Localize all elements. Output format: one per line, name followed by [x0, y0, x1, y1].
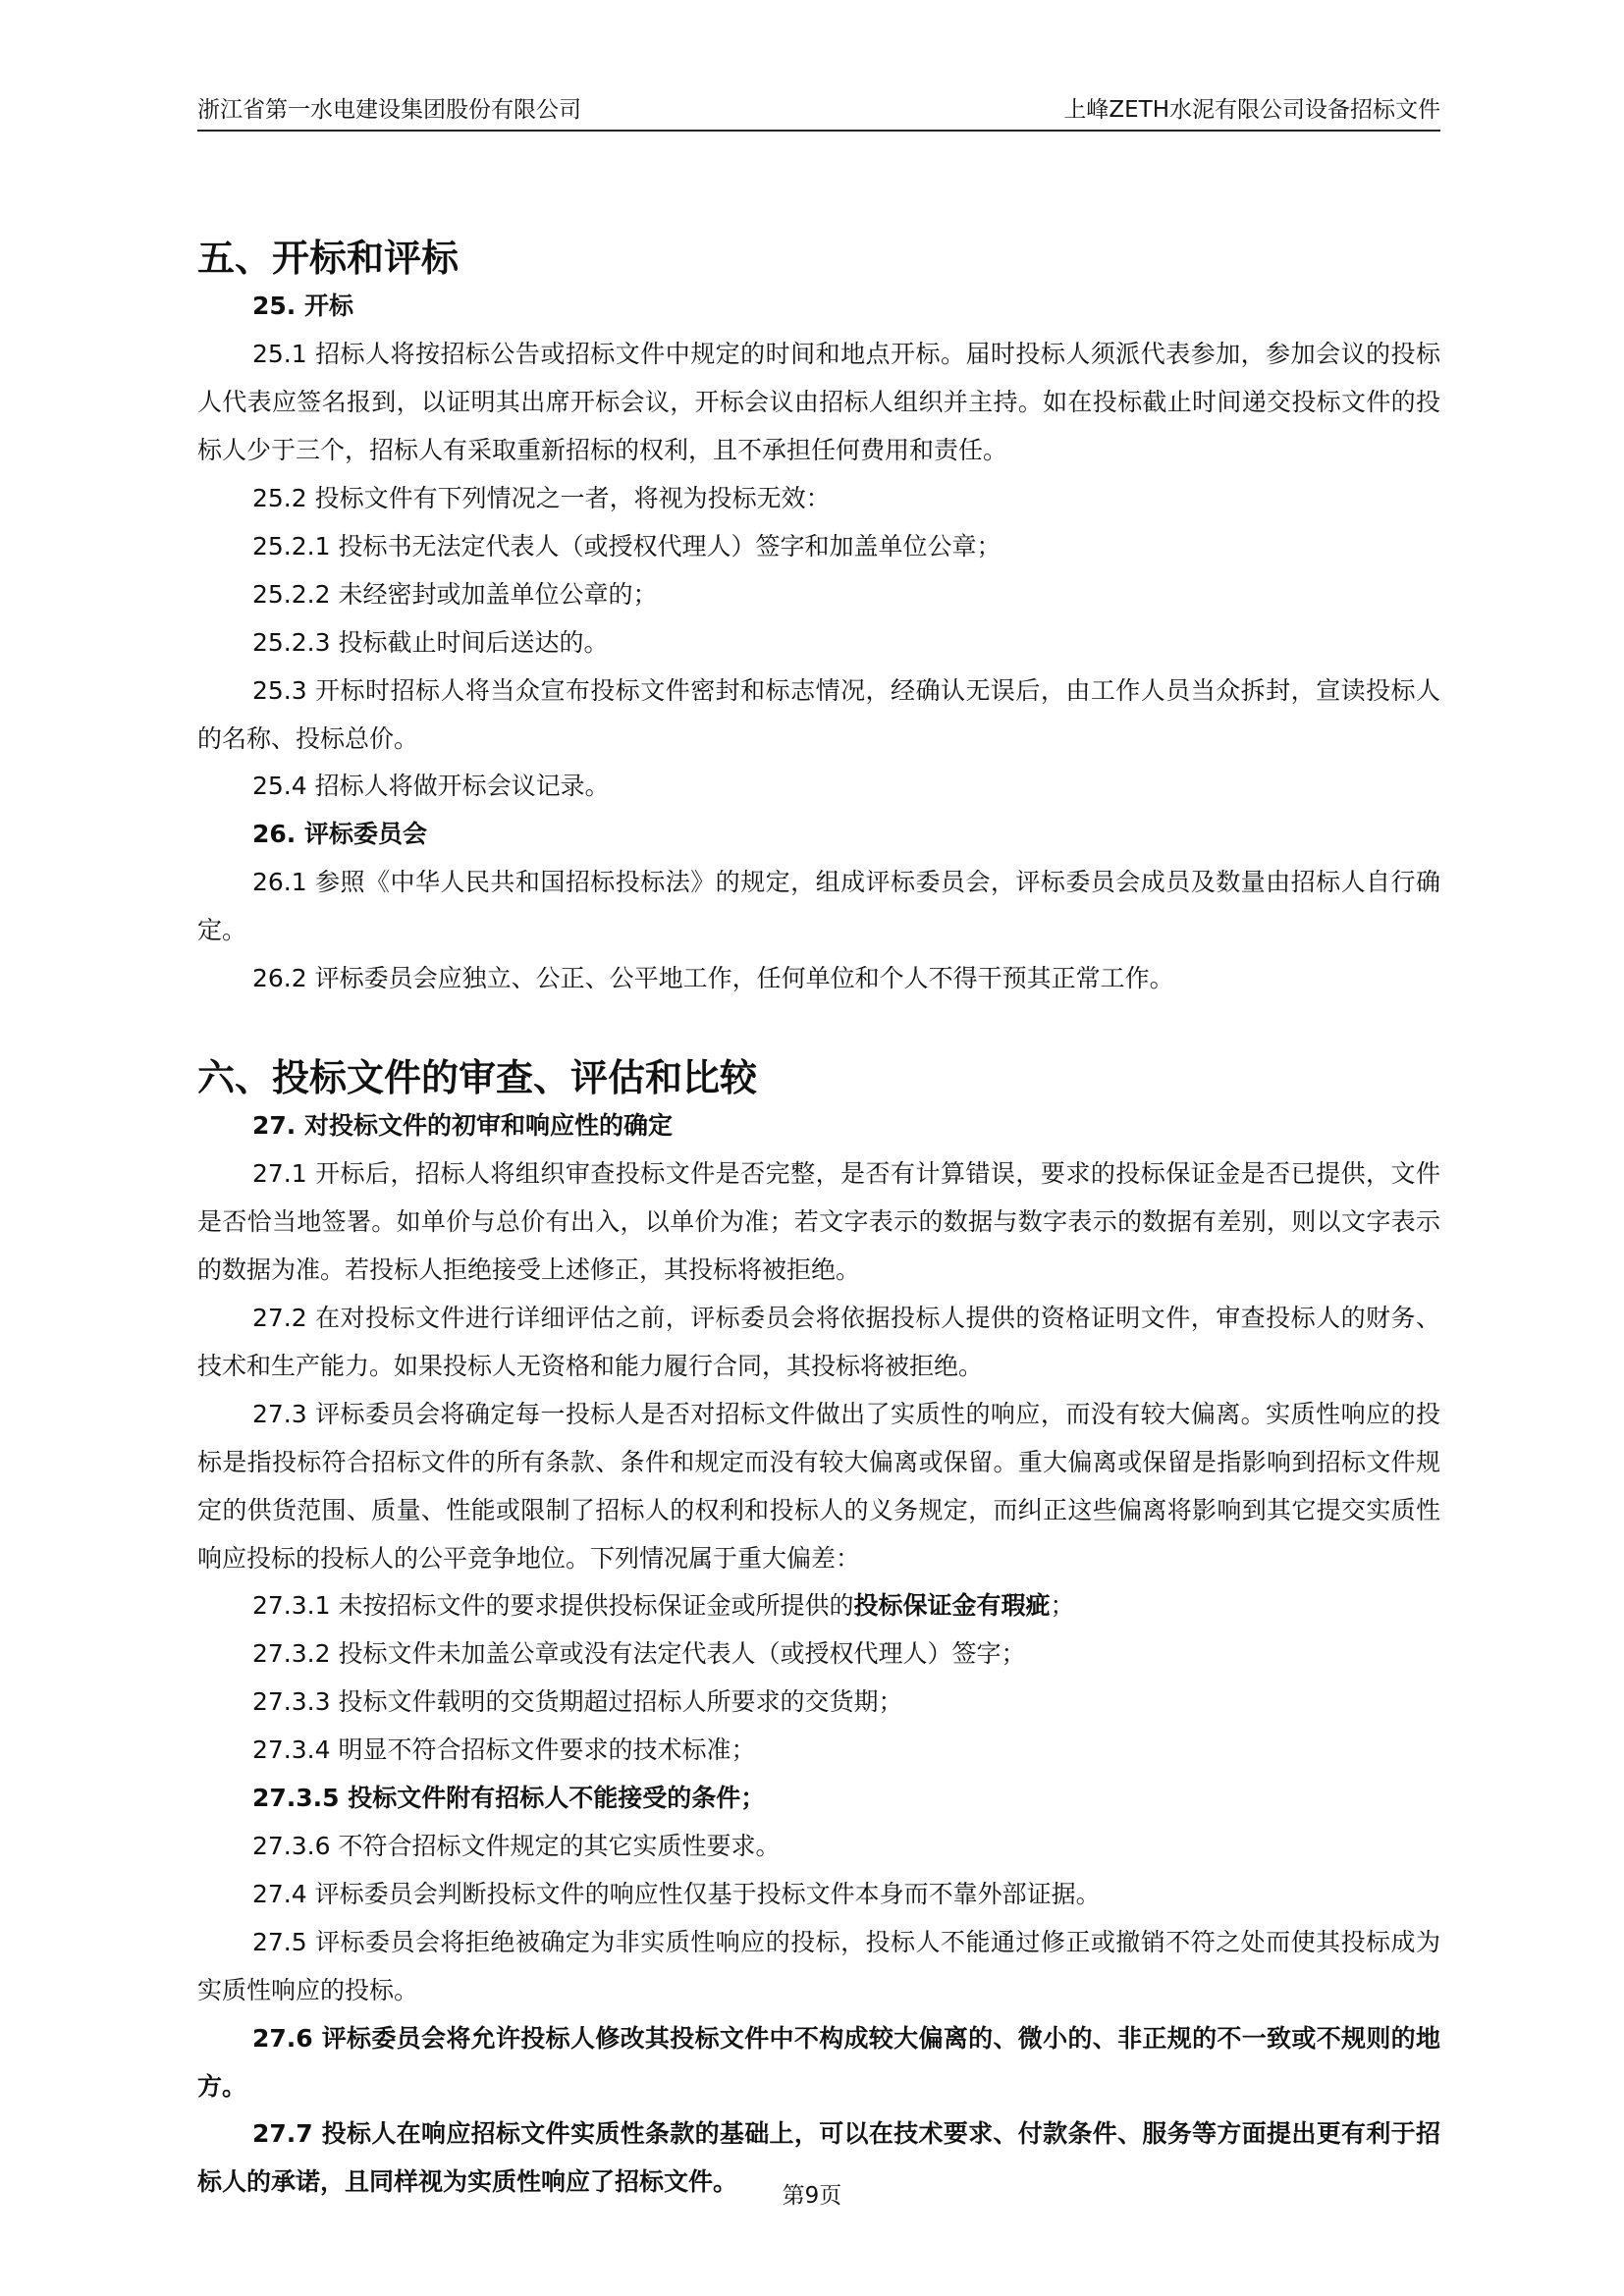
clause-27-3-3: 27.3.3 投标文件载明的交货期超过招标人所要求的交货期；: [252, 1687, 903, 1717]
clause-27-5: 27.5 评标委员会将拒绝被确定为非实质性响应的投标，投标人不能通过修正或撤销不符之处而使其投标成为实质性响应的投标。: [197, 1927, 1440, 2004]
clause-27-3-1: [197, 1582, 1440, 1630]
clause-25-3: 25.3 开标时招标人将当众宣布投标文件密封和标志情况，经确认无误后，由工作人员当众拆封，宣读投标人的名称、投标总价。: [197, 675, 1440, 753]
section-5-title: 五、开标和评标: [197, 237, 460, 280]
clause-25-2-2: 25.2.2 未经密封或加盖单位公章的；: [252, 579, 658, 609]
clause-27-2: 27.2 在对投标文件进行详细评估之前，评标委员会将依据投标人提供的资格证明文件，审查投标人的财务、技术和生产能力。如果投标人无资格和能力履行合同，其投标将被拒绝。: [197, 1304, 1440, 1380]
page-header: [197, 92, 1440, 132]
page-number: 第9页: [782, 2183, 842, 2209]
clause-27-3-5: 27.3.5 投标文件附有招标人不能接受的条件；: [252, 1784, 766, 1813]
clause-27-1: 27.1 开标后，招标人将组织审查投标文件是否完整，是否有计算错误，要求的投标保证金是否已提供，文件是否恰当地签署。如单价与总价有出入，以单价为准；若文字表示的数据与数字表示的数据有差别，则以文字表示的数据为准。若投标人拒绝接受上述修正，其投标将被拒绝。: [197, 1159, 1440, 1285]
clause-25-2-3: 25.2.3 投标截止时间后送达的。: [252, 627, 609, 657]
clause-27-6: 27.6 评标委员会将允许投标人修改其投标文件中不构成较大偏离的、微小的、非正规的不一致或不规则的地方。: [197, 2023, 1440, 2101]
clause-25-2-1: 25.2.1 投标书无法定代表人（或授权代理人）签字和加盖单位公章；: [252, 531, 1001, 561]
clause-27-3-2: 27.3.2 投标文件未加盖公章或没有法定代表人（或授权代理人）签字；: [252, 1639, 1026, 1669]
clause-25-1: 25.1 招标人将按招标公告或招标文件中规定的时间和地点开标。届时投标人须派代表参加，参加会议的投标人代表应签名报到，以证明其出席开标会议，开标会议由招标人组织并主持。如在投标截止时间递交投标文件的投标人少于三个，招标人有采取重新招标的权利，且不承担任何费用和责任。: [197, 340, 1440, 465]
header-document-title: 上峰ZETH水泥有限公司设备招标文件: [1063, 97, 1440, 123]
clause-27-3-6: 27.3.6 不符合招标文件规定的其它实质性要求。: [252, 1831, 781, 1860]
clause-27-3-1-emphasis: 投标保证金有瑕疵: [853, 1591, 1051, 1621]
clause-27-7: 27.7 投标人在响应招标文件实质性条款的基础上，可以在技术要求、付款条件、服务等方面提出更有利于招标人的承诺，且同样视为实质性响应了招标文件。: [197, 2119, 1440, 2197]
clause-25-heading: 25. 开标: [252, 292, 353, 321]
section-6-title: 六、投标文件的审查、评估和比较: [197, 1055, 758, 1099]
clause-27-3: 27.3 评标委员会将确定每一投标人是否对招标文件做出了实质性的响应，而没有较大偏离。实质性响应的投标是指投标符合招标文件的所有条款、条件和规定而没有较大偏离或保留。重大偏离或保留是指影响到招标文件规定的供货范围、质量、性能或限制了招标人的权利和投标人的义务规定，而纠正这些偏离将影响到其它提交实质性响应投标的投标人的公平竞争地位。下列情况属于重大偏差：: [197, 1399, 1440, 1573]
clause-27-3-4: 27.3.4 明显不符合招标文件要求的技术标准；: [252, 1735, 756, 1765]
clause-26-heading: 26. 评标委员会: [252, 820, 427, 849]
clause-25-4: 25.4 招标人将做开标会议记录。: [252, 772, 610, 801]
clause-27-3-1-end: ；: [1050, 1591, 1075, 1621]
clause-27-3-1-text: 27.3.1 未按招标文件的要求提供投标保证金或所提供的: [252, 1591, 854, 1621]
clause-27-4: 27.4 评标委员会判断投标文件的响应性仅基于投标文件本身而不靠外部证据。: [252, 1879, 1101, 1908]
page-content: [197, 221, 1440, 2207]
clause-26-1: 26.1 参照《中华人民共和国招标投标法》的规定，组成评标委员会，评标委员会成员及数量由招标人自行确定。: [197, 868, 1440, 945]
clause-27-heading: 27. 对投标文件的初审和响应性的确定: [252, 1111, 673, 1141]
header-company: 浙江省第一水电建设集团股份有限公司: [197, 97, 581, 123]
clause-25-2: 25.2 投标文件有下列情况之一者，将视为投标无效：: [252, 484, 831, 513]
clause-26-2: 26.2 评标委员会应独立、公正、公平地工作，任何单位和个人不得干预其正常工作。: [252, 964, 1174, 993]
